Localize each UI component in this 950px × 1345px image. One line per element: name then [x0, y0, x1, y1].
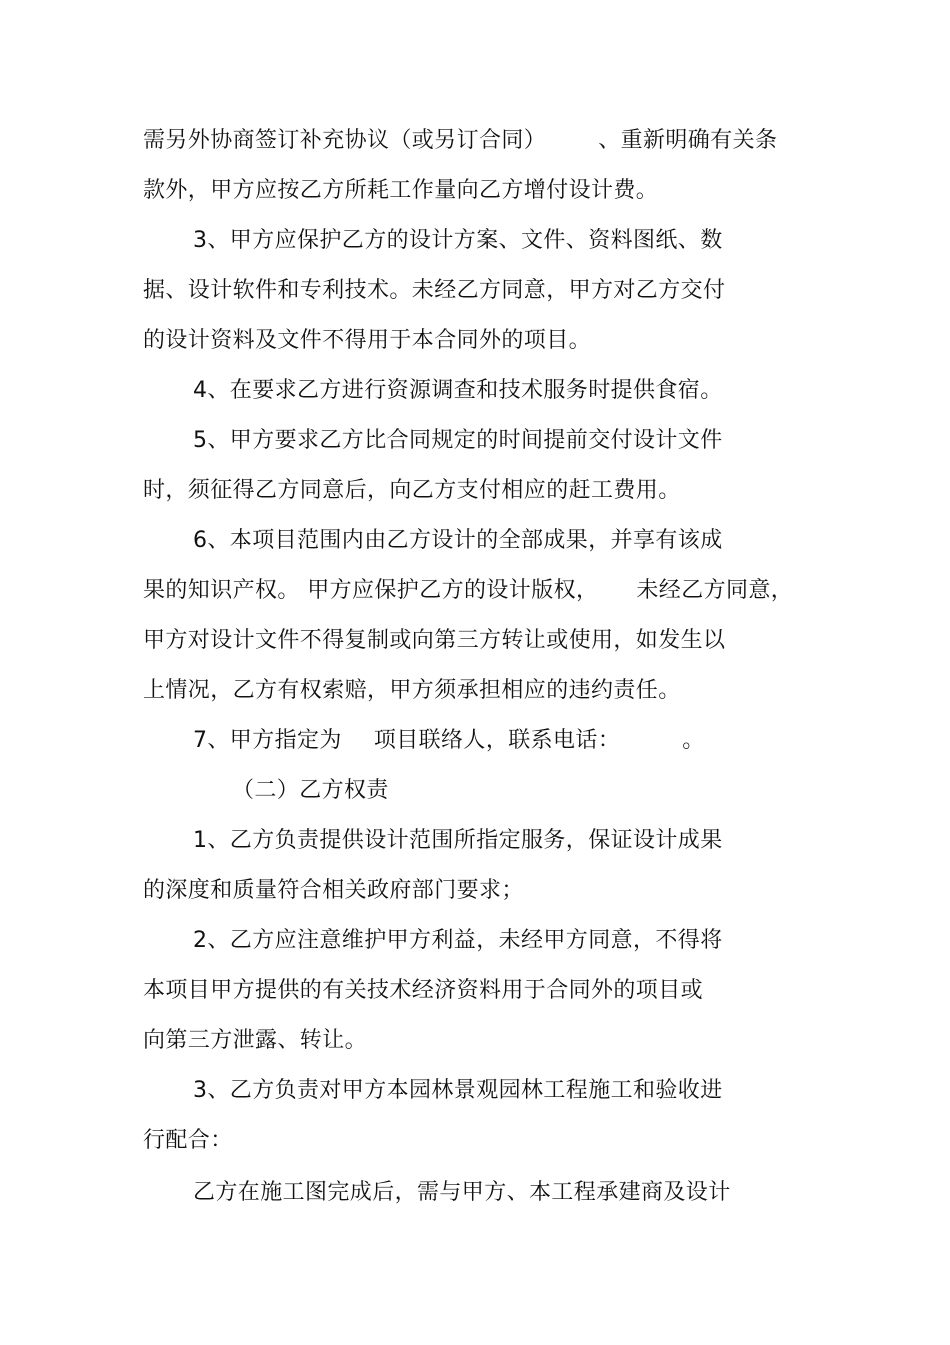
- text-line: [143, 124, 777, 158]
- text-line: 的设计资料及文件不得用于本合同外的项目。: [143, 328, 592, 353]
- paragraph-start: 3、乙方负责对甲方本园林景观园林工程施工和验收进: [193, 1078, 723, 1103]
- paragraph-start: 乙方在施工图完成后，需与甲方、本工程承建商及设计: [193, 1180, 731, 1205]
- paragraph-start: 1、乙方负责提供设计范围所指定服务，保证设计成果: [193, 828, 723, 853]
- text-segment: 需另外协商签订补充协议（或另订合同）: [143, 128, 547, 153]
- text-segment: 7、甲方指定为: [193, 728, 342, 753]
- paragraph-start: 5、甲方要求乙方比合同规定的时间提前交付设计文件: [193, 428, 723, 453]
- paragraph-start: [193, 724, 705, 758]
- text-line: 上情况，乙方有权索赔，甲方须承担相应的违约责任。: [143, 678, 681, 703]
- paragraph-start: 4、在要求乙方进行资源调查和技术服务时提供食宿。: [193, 378, 723, 403]
- paragraph-start: 3、甲方应保护乙方的设计方案、文件、资料图纸、数: [193, 228, 723, 253]
- text-segment: 未经乙方同意，: [636, 578, 794, 603]
- text-segment: 。: [682, 728, 705, 753]
- text-segment: 项目联络人，联系电话：: [373, 728, 621, 753]
- text-line: [143, 574, 793, 608]
- text-line: 行配合：: [143, 1128, 233, 1153]
- text-segment: 、重新明确有关条: [598, 128, 778, 153]
- text-line: 的深度和质量符合相关政府部门要求；: [143, 878, 524, 903]
- text-segment: 果的知识产权。 甲方应保护乙方的设计版权，: [143, 578, 599, 603]
- text-line: 本项目甲方提供的有关技术经济资料用于合同外的项目或: [143, 978, 704, 1003]
- text-line: 款外，甲方应按乙方所耗工作量向乙方增付设计费。: [143, 178, 659, 203]
- text-line: 时，须征得乙方同意后，向乙方支付相应的赶工费用。: [143, 478, 681, 503]
- paragraph-start: 6、本项目范围内由乙方设计的全部成果，并享有该成: [193, 528, 723, 553]
- section-heading: （二）乙方权责: [232, 778, 389, 803]
- text-line: 据、设计软件和专利技术。未经乙方同意，甲方对乙方交付: [143, 278, 726, 303]
- text-line: 向第三方泄露、转让。: [143, 1028, 368, 1053]
- paragraph-start: 2、乙方应注意维护甲方利益，未经甲方同意，不得将: [193, 928, 723, 953]
- text-line: 甲方对设计文件不得复制或向第三方转让或使用，如发生以: [143, 628, 726, 653]
